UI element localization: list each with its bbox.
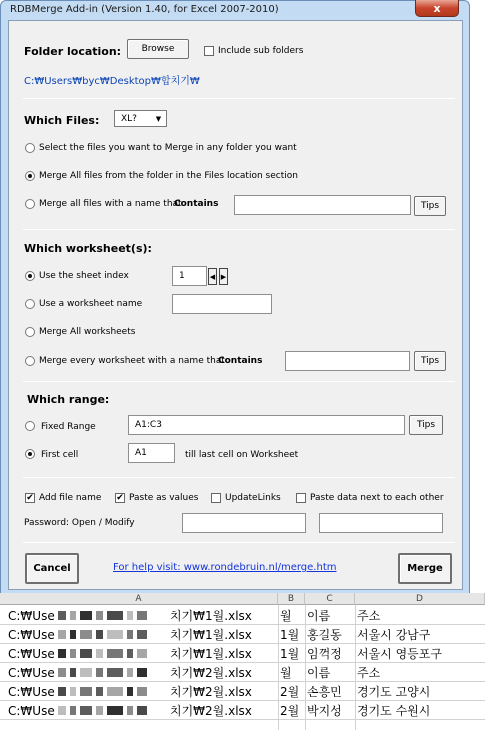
cell-a-suffix[interactable]: 치기₩1월.xlsx bbox=[170, 609, 252, 623]
column-header-b[interactable]: B bbox=[278, 593, 305, 605]
spin-left-button[interactable] bbox=[208, 268, 217, 285]
arrow-left-icon: ◀ bbox=[209, 272, 216, 281]
cell-a-suffix[interactable]: 치기₩1월.xlsx bbox=[170, 647, 252, 661]
cell-b[interactable]: 1월 bbox=[280, 647, 300, 661]
worksheet-name-label: Use a worksheet name bbox=[39, 299, 143, 309]
password-open-input[interactable] bbox=[182, 513, 306, 533]
merge-all-worksheets-radio[interactable] bbox=[25, 327, 35, 337]
sheet-index-radio[interactable] bbox=[25, 271, 35, 281]
table-row[interactable] bbox=[0, 682, 485, 701]
spreadsheet bbox=[0, 593, 485, 730]
paste-as-values-checkbox[interactable]: ✔ bbox=[116, 493, 124, 503]
gridline bbox=[305, 605, 306, 730]
password-modify-input[interactable] bbox=[319, 513, 443, 533]
paste-next-checkbox[interactable] bbox=[296, 493, 306, 503]
sheet-index-input[interactable]: 1 bbox=[172, 266, 207, 286]
cell-d[interactable]: 주소 bbox=[357, 609, 381, 623]
column-header-a[interactable]: A bbox=[0, 593, 278, 605]
cell-a-suffix[interactable]: 치기₩1월.xlsx bbox=[170, 628, 252, 642]
till-last-cell-label: till last cell on Worksheet bbox=[185, 450, 299, 460]
cell-b[interactable]: 2월 bbox=[280, 704, 300, 718]
redacted-mosaic bbox=[58, 668, 151, 677]
cell-d[interactable]: 서울시 영등포구 bbox=[357, 647, 442, 661]
cell-a-prefix[interactable]: C:₩Use bbox=[8, 627, 55, 642]
worksheet-name-radio[interactable] bbox=[25, 299, 35, 309]
gridline bbox=[355, 605, 356, 730]
worksheet-tips-button[interactable]: Tips bbox=[414, 351, 446, 371]
redacted-mosaic bbox=[58, 687, 151, 696]
cell-c[interactable]: 홍길동 bbox=[307, 628, 342, 642]
column-header-d[interactable]: D bbox=[355, 593, 485, 605]
files-option-select-label: Select the files you want to Merge in any folder you want bbox=[39, 143, 297, 153]
worksheet-contains-label: Merge every worksheet with a name that bbox=[39, 356, 225, 366]
include-sub-folders-checkbox[interactable] bbox=[204, 46, 214, 56]
cell-c[interactable]: 손흥민 bbox=[307, 685, 342, 699]
redacted-mosaic bbox=[58, 649, 151, 658]
cell-d[interactable]: 경기도 수원시 bbox=[357, 704, 431, 718]
add-file-name-label: Add file name bbox=[39, 493, 102, 503]
files-option-all-radio[interactable] bbox=[25, 171, 35, 181]
sheet-index-label: Use the sheet index bbox=[39, 271, 129, 281]
close-icon: x bbox=[433, 1, 441, 15]
files-option-contains-label: Merge all files with a name that bbox=[39, 199, 182, 209]
cell-d[interactable]: 주소 bbox=[357, 666, 381, 680]
redacted-mosaic bbox=[58, 706, 151, 715]
fixed-range-label: Fixed Range bbox=[41, 422, 96, 432]
update-links-label: UpdateLinks bbox=[225, 493, 281, 503]
cell-c[interactable]: 임꺽정 bbox=[307, 647, 342, 661]
folder-location-label: Folder location: bbox=[24, 45, 122, 58]
cell-a-prefix[interactable]: C:₩Use bbox=[8, 703, 55, 718]
fixed-range-input[interactable]: A1:C3 bbox=[128, 415, 405, 435]
separator bbox=[23, 98, 455, 99]
worksheet-contains-radio[interactable] bbox=[25, 356, 35, 366]
cell-d[interactable]: 서울시 강남구 bbox=[357, 628, 431, 642]
cell-c[interactable]: 박지성 bbox=[307, 704, 342, 718]
paste-next-label: Paste data next to each other bbox=[310, 493, 444, 503]
range-tips-button[interactable]: Tips bbox=[409, 415, 443, 435]
window-title: RDBMerge Add-in (Version 1.40, for Excel 2007-2010) bbox=[10, 4, 279, 15]
password-label: Password: Open / Modify bbox=[24, 518, 135, 528]
cell-a-suffix[interactable]: 치기₩2월.xlsx bbox=[170, 666, 252, 680]
cell-c[interactable]: 이름 bbox=[307, 666, 331, 680]
worksheet-name-input[interactable] bbox=[172, 294, 272, 314]
cell-b[interactable]: 2월 bbox=[280, 685, 300, 699]
which-range-label: Which range: bbox=[27, 393, 110, 406]
paste-as-values-label: Paste as values bbox=[129, 493, 199, 503]
files-contains-label: Contains bbox=[174, 199, 219, 209]
first-cell-radio[interactable] bbox=[25, 449, 35, 459]
files-option-all-label: Merge All files from the folder in the Files location section bbox=[39, 171, 298, 181]
close-button[interactable] bbox=[415, 0, 459, 17]
cell-c[interactable]: 이름 bbox=[307, 609, 331, 623]
fixed-range-radio[interactable] bbox=[25, 421, 35, 431]
files-tips-button[interactable]: Tips bbox=[414, 196, 446, 216]
dialog-body bbox=[8, 20, 463, 590]
files-option-contains-radio[interactable] bbox=[25, 199, 35, 209]
worksheet-contains-input[interactable] bbox=[285, 351, 410, 371]
separator bbox=[23, 542, 455, 543]
cell-d[interactable]: 경기도 고양시 bbox=[357, 685, 431, 699]
which-worksheets-label: Which worksheet(s): bbox=[24, 242, 152, 255]
worksheet-contains-word: Contains bbox=[218, 356, 263, 366]
separator bbox=[23, 477, 455, 478]
redacted-mosaic bbox=[58, 630, 151, 639]
cancel-button[interactable]: Cancel bbox=[25, 553, 79, 584]
folder-path: C:₩Users₩byc₩Desktop₩합치기₩ bbox=[24, 76, 200, 87]
cell-a-suffix[interactable]: 치기₩2월.xlsx bbox=[170, 704, 252, 718]
help-link[interactable]: For help visit: www.rondebruin.nl/merge.htm bbox=[113, 562, 337, 573]
files-option-select-radio[interactable] bbox=[25, 143, 35, 153]
which-files-label: Which Files: bbox=[24, 114, 100, 127]
merge-all-worksheets-label: Merge All worksheets bbox=[39, 327, 136, 337]
table-row[interactable] bbox=[0, 644, 485, 663]
spin-right-button[interactable] bbox=[219, 268, 228, 285]
first-cell-input[interactable]: A1 bbox=[128, 443, 175, 463]
chevron-down-icon: ▼ bbox=[155, 114, 162, 123]
table-row[interactable] bbox=[0, 625, 485, 644]
table-row[interactable] bbox=[0, 701, 485, 720]
table-row[interactable] bbox=[0, 606, 485, 625]
cell-b[interactable]: 월 bbox=[280, 609, 292, 623]
cell-b[interactable]: 월 bbox=[280, 666, 292, 680]
merge-button[interactable]: Merge bbox=[398, 553, 452, 584]
column-header-c[interactable]: C bbox=[305, 593, 355, 605]
cell-a-prefix[interactable]: C:₩Use bbox=[8, 684, 55, 699]
gridline bbox=[278, 605, 279, 730]
cell-a-prefix[interactable]: C:₩Use bbox=[8, 646, 55, 661]
include-sub-folders-label: Include sub folders bbox=[218, 46, 304, 56]
update-links-checkbox[interactable] bbox=[211, 493, 221, 503]
cell-a-prefix[interactable]: C:₩Use bbox=[8, 665, 55, 680]
file-type-dropdown[interactable] bbox=[114, 110, 167, 127]
cell-a-prefix[interactable]: C:₩Use bbox=[8, 608, 55, 623]
add-file-name-checkbox[interactable]: ✔ bbox=[26, 493, 34, 503]
cell-a-suffix[interactable]: 치기₩2월.xlsx bbox=[170, 685, 252, 699]
separator bbox=[23, 229, 455, 230]
file-type-value: XL? bbox=[121, 113, 137, 124]
table-row[interactable] bbox=[0, 663, 485, 682]
separator bbox=[23, 381, 455, 382]
files-contains-input[interactable] bbox=[234, 195, 411, 215]
first-cell-label: First cell bbox=[41, 450, 79, 460]
browse-button[interactable]: Browse bbox=[127, 39, 189, 59]
title-bar[interactable] bbox=[1, 1, 469, 20]
arrow-right-icon: ▶ bbox=[220, 272, 227, 281]
redacted-mosaic bbox=[58, 611, 151, 620]
cell-b[interactable]: 1월 bbox=[280, 628, 300, 642]
